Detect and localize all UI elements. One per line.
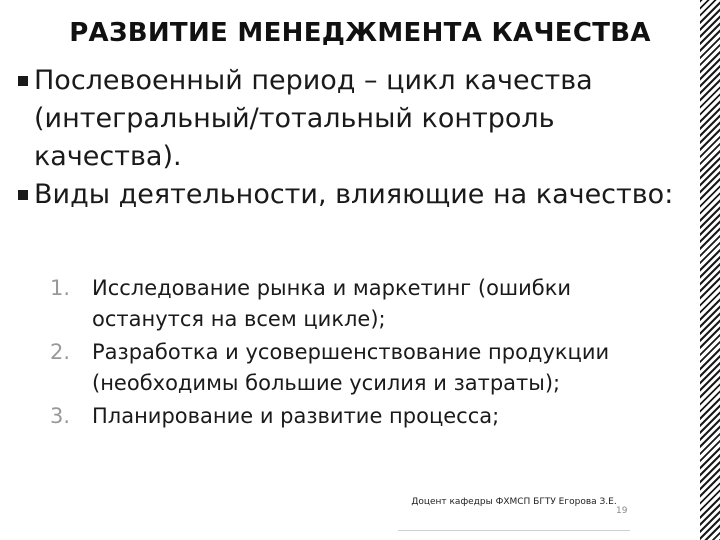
numbered-item [50,273,670,335]
numbered-list [50,273,670,434]
item-text: Исследование рынка и маркетинг (ошибки останутся на всем цикле); [92,276,572,331]
bullet-text: Виды деятельности, влияющие на качество: [34,179,674,210]
bullet-text: Послевоенный период – цикл качества (интегральный/тотальный контроль качества). [34,65,593,172]
item-text: Разработка и усовершенствование продукции (необходимы большие усилия и затраты); [92,340,610,395]
square-bullet-icon [18,76,28,86]
bullet-list [18,62,678,214]
page-number: 19 [616,506,628,516]
item-number: 3. [50,404,71,428]
item-number: 1. [50,276,71,300]
square-bullet-icon [18,190,28,200]
bullet-item [18,176,678,214]
footer-author: Доцент кафедры ФХМСП БГТУ Егорова З.Е. [411,497,617,507]
item-number: 2. [50,340,71,364]
bullet-item [18,62,678,176]
decorative-stripe-band [700,0,720,540]
numbered-item [50,337,670,399]
numbered-item [50,401,670,432]
footer-divider [398,530,630,531]
item-text: Планирование и развитие процесса; [92,404,500,428]
slide-title: РАЗВИТИЕ МЕНЕДЖМЕНТА КАЧЕСТВА [69,18,651,48]
